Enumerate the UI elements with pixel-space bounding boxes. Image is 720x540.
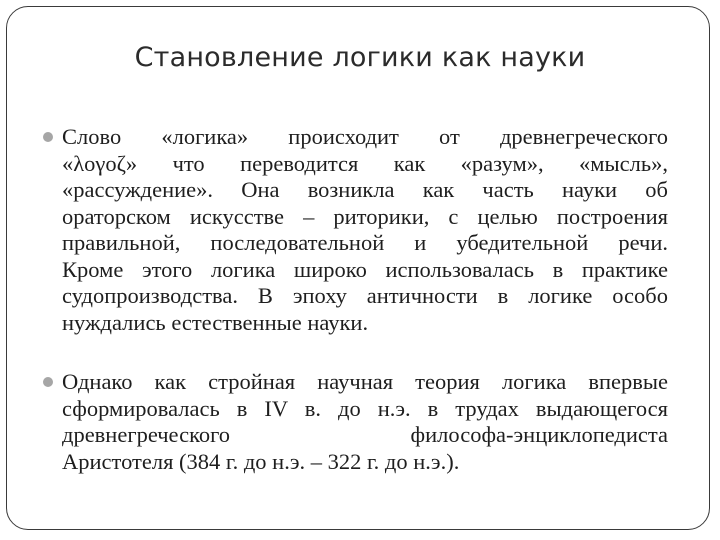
text-line: судопроизводства. В эпоху античности в логике особо [62,283,668,308]
text-line: Слово «логика» происходит от древнегреческого [62,124,668,149]
bullet-paragraph-2 [62,369,668,475]
text-line: «рассуждение». Она возникла как часть науки об [62,177,668,202]
text-line: Аристотеля (384 г. до н.э. – 322 г. до н.э.). [62,448,460,474]
text-line: Однако как стройная научная теория логика впервые [62,369,668,394]
text-line: сформировалась в IV в. до н.э. в трудах выдающегося [62,395,668,421]
slide-title: Становление логики как науки [134,42,586,73]
text-line: древнегреческого философа-энциклопедиста [62,422,668,447]
bullet-paragraph-1 [62,124,668,336]
text-line: «λογοζ» что переводится как «разум», «мысль», [62,150,668,176]
text-line: нуждались естественные науки. [62,309,369,335]
bullet-dot-icon [43,132,53,142]
text-line: правильной, последовательной и убедительной речи. [62,230,668,255]
bullet-dot-icon [43,377,53,387]
text-line: ораторском искусстве – риторики, с целью построения [62,203,668,229]
text-line: Кроме этого логика широко использовалась в практике [62,256,668,282]
